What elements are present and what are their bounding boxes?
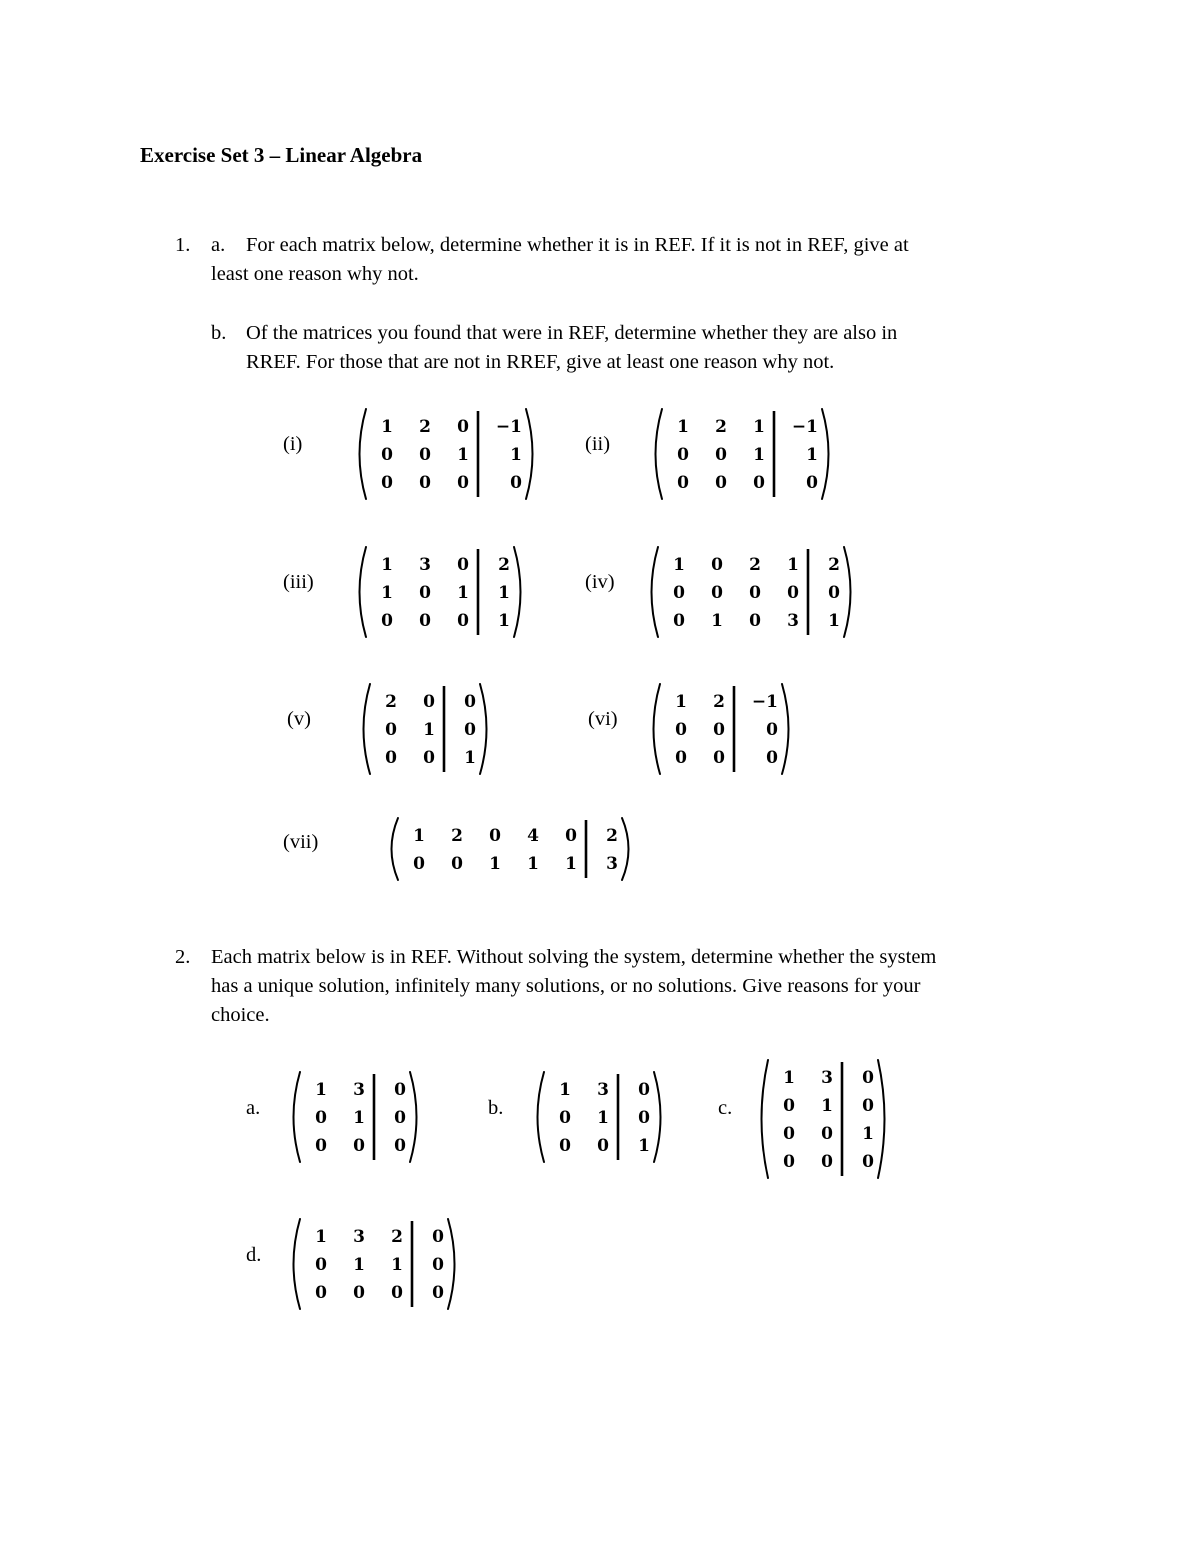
q1a-text-line-1: For each matrix below, determine whether it is in REF. If it is not in REF, give at (246, 234, 909, 256)
q1a-marker: a. (211, 234, 226, 256)
matrix-label-i: (i) (283, 433, 303, 455)
q1b-marker: b. (211, 322, 227, 344)
matrix-entry: 1 (457, 445, 469, 465)
q2-text-line-2: has a unique solution, infinitely many solutions, or no solutions. Give reasons for your (211, 975, 921, 997)
matrix-entry: 0 (677, 473, 689, 493)
matrix-entry: 1 (597, 1108, 609, 1128)
matrix-svg (754, 1058, 892, 1180)
matrix-entry: 0 (391, 1283, 403, 1303)
matrix-entry: 0 (673, 583, 685, 603)
matrix-entry: 4 (527, 826, 539, 846)
q1b-text-line-1: Of the matrices you found that were in REF, determine whether they are also in (246, 322, 898, 344)
matrix-entry: 0 (749, 611, 761, 631)
q2-matrix-label-b: b. (488, 1097, 504, 1119)
matrix-augmented-entry: 0 (464, 720, 476, 740)
right-parenthesis (480, 684, 487, 774)
matrix-label-iv: (iv) (585, 571, 615, 593)
matrix-svg (356, 682, 494, 776)
left-parenthesis (294, 1219, 301, 1309)
matrix-augmented-entry: −1 (791, 417, 818, 437)
matrix-entry: 0 (353, 1136, 365, 1156)
matrix-entry: 0 (315, 1283, 327, 1303)
left-parenthesis (652, 547, 659, 637)
matrix-entry: 3 (353, 1080, 365, 1100)
matrix-svg (648, 407, 836, 501)
matrix-augmented-entry: 0 (862, 1152, 874, 1172)
matrix-entry: 1 (353, 1255, 365, 1275)
matrix-label-vii: (vii) (283, 831, 319, 853)
matrix-augmented-entry: 0 (394, 1108, 406, 1128)
left-parenthesis (392, 818, 399, 880)
page-title: Exercise Set 3 – Linear Algebra (140, 143, 423, 167)
matrix-entry: 0 (457, 417, 469, 437)
matrix-svg (530, 1070, 668, 1164)
matrix-svg (644, 545, 858, 639)
matrix-entry: 3 (419, 555, 431, 575)
matrix-entry: 0 (315, 1108, 327, 1128)
matrix-entry: 0 (753, 473, 765, 493)
q2-matrix-d (286, 1217, 462, 1311)
matrix-entry: 3 (353, 1227, 365, 1247)
matrix-entry: 0 (315, 1136, 327, 1156)
matrix-augmented-entry: 1 (828, 611, 840, 631)
matrix-augmented-entry: 0 (862, 1096, 874, 1116)
matrix-augmented-entry: 0 (766, 720, 778, 740)
matrix-entry: 0 (711, 555, 723, 575)
matrix-entry: 1 (381, 583, 393, 603)
matrix-entry: 0 (385, 748, 397, 768)
matrix-entry: 1 (381, 417, 393, 437)
matrix-augmented-entry: 0 (766, 748, 778, 768)
left-parenthesis (364, 684, 371, 774)
q1-number: 1. (175, 234, 191, 256)
matrix-augmented-entry: 1 (498, 583, 510, 603)
q2-text-line-3: choice. (211, 1004, 270, 1026)
matrix-augmented-entry: 2 (828, 555, 840, 575)
right-parenthesis (782, 684, 789, 774)
left-parenthesis (654, 684, 661, 774)
matrix-entry: 0 (315, 1255, 327, 1275)
matrix-augmented-entry: 1 (638, 1136, 650, 1156)
matrix-entry: 0 (457, 611, 469, 631)
q2-number: 2. (175, 946, 191, 968)
matrix-entry: 0 (559, 1108, 571, 1128)
matrix-entry: 1 (423, 720, 435, 740)
matrix-svg (286, 1217, 462, 1311)
matrix-entry: 1 (353, 1108, 365, 1128)
matrix-augmented-entry: 2 (606, 826, 618, 846)
matrix-entry: 2 (451, 826, 463, 846)
matrix-entry: 0 (677, 445, 689, 465)
matrix-augmented-entry: 2 (498, 555, 510, 575)
matrix-label-v: (v) (287, 708, 311, 730)
q2-matrix-label-a: a. (246, 1097, 261, 1119)
matrix-entry: 0 (597, 1136, 609, 1156)
matrix-entry: 1 (489, 854, 501, 874)
matrix-entry: 1 (457, 583, 469, 603)
matrix-augmented-entry: 0 (638, 1080, 650, 1100)
matrix-entry: 0 (711, 583, 723, 603)
matrix-entry: 0 (419, 445, 431, 465)
matrix-svg (352, 407, 540, 501)
matrix-svg (384, 816, 636, 882)
matrix-v (356, 682, 494, 776)
matrix-svg (286, 1070, 424, 1164)
left-parenthesis (360, 547, 367, 637)
matrix-label-iii: (iii) (283, 571, 314, 593)
matrix-label-ii: (ii) (585, 433, 611, 455)
matrix-entry: 0 (749, 583, 761, 603)
matrix-entry: 0 (783, 1096, 795, 1116)
matrix-svg (352, 545, 528, 639)
matrix-augmented-entry: 1 (510, 445, 522, 465)
q2-text-line-1: Each matrix below is in REF. Without solving the system, determine whether the system (211, 946, 937, 968)
matrix-entry: 0 (419, 583, 431, 603)
q1a-text-line-2: least one reason why not. (211, 263, 419, 285)
matrix-entry: 0 (381, 611, 393, 631)
q2-matrix-label-d: d. (246, 1244, 262, 1266)
matrix-entry: 1 (753, 417, 765, 437)
matrix-entry: 1 (315, 1080, 327, 1100)
matrix-augmented-entry: 0 (394, 1136, 406, 1156)
matrix-entry: 0 (715, 445, 727, 465)
right-parenthesis (844, 547, 851, 637)
right-parenthesis (526, 409, 533, 499)
matrix-augmented-entry: 1 (498, 611, 510, 631)
matrix-entry: 0 (675, 748, 687, 768)
matrix-augmented-entry: 0 (432, 1255, 444, 1275)
matrix-svg (646, 682, 796, 776)
matrix-entry: 0 (673, 611, 685, 631)
matrix-entry: 1 (559, 1080, 571, 1100)
left-parenthesis (656, 409, 663, 499)
left-parenthesis (294, 1072, 301, 1162)
matrix-entry: 0 (713, 720, 725, 740)
matrix-entry: 1 (821, 1096, 833, 1116)
right-parenthesis (878, 1060, 885, 1178)
left-parenthesis (538, 1072, 545, 1162)
matrix-entry: 1 (787, 555, 799, 575)
matrix-entry: 1 (673, 555, 685, 575)
matrix-entry: 0 (385, 720, 397, 740)
matrix-augmented-entry: 1 (464, 748, 476, 768)
matrix-entry: 0 (783, 1124, 795, 1144)
matrix-augmented-entry: −1 (495, 417, 522, 437)
matrix-augmented-entry: 0 (464, 692, 476, 712)
q2-matrix-b (530, 1070, 668, 1164)
matrix-entry: 2 (391, 1227, 403, 1247)
matrix-entry: 0 (715, 473, 727, 493)
q2-matrix-a (286, 1070, 424, 1164)
matrix-augmented-entry: 0 (432, 1283, 444, 1303)
matrix-entry: 0 (821, 1124, 833, 1144)
q1b-text-line-2: RREF. For those that are not in RREF, give at least one reason why not. (246, 351, 835, 373)
matrix-entry: 0 (381, 445, 393, 465)
matrix-entry: 2 (385, 692, 397, 712)
matrix-entry: 0 (787, 583, 799, 603)
q2-matrix-c (754, 1058, 892, 1180)
matrix-entry: 1 (783, 1068, 795, 1088)
matrix-entry: 0 (559, 1136, 571, 1156)
matrix-entry: 0 (419, 473, 431, 493)
matrix-entry: 2 (749, 555, 761, 575)
matrix-augmented-entry: 1 (862, 1124, 874, 1144)
matrix-entry: 3 (597, 1080, 609, 1100)
matrix-augmented-entry: 0 (638, 1108, 650, 1128)
right-parenthesis (448, 1219, 455, 1309)
matrix-entry: 0 (713, 748, 725, 768)
matrix-entry: 0 (451, 854, 463, 874)
matrix-entry: 1 (753, 445, 765, 465)
matrix-augmented-entry: 0 (862, 1068, 874, 1088)
right-parenthesis (622, 818, 629, 880)
matrix-label-vi: (vi) (588, 708, 618, 730)
matrix-augmented-entry: 3 (606, 854, 618, 874)
left-parenthesis (762, 1060, 769, 1178)
matrix-i (352, 407, 540, 501)
matrix-vii (384, 816, 636, 882)
matrix-entry: 3 (821, 1068, 833, 1088)
matrix-entry: 1 (677, 417, 689, 437)
matrix-entry: 1 (413, 826, 425, 846)
matrix-entry: 0 (457, 473, 469, 493)
right-parenthesis (654, 1072, 661, 1162)
matrix-augmented-entry: 0 (432, 1227, 444, 1247)
matrix-entry: 1 (565, 854, 577, 874)
matrix-entry: 0 (413, 854, 425, 874)
right-parenthesis (410, 1072, 417, 1162)
matrix-entry: 0 (381, 473, 393, 493)
matrix-entry: 0 (423, 748, 435, 768)
matrix-entry: 0 (821, 1152, 833, 1172)
matrix-vi (646, 682, 796, 776)
matrix-iii (352, 545, 528, 639)
matrix-entry: 1 (391, 1255, 403, 1275)
matrix-entry: 0 (783, 1152, 795, 1172)
matrix-entry: 1 (527, 854, 539, 874)
matrix-entry: 2 (713, 692, 725, 712)
matrix-entry: 1 (381, 555, 393, 575)
right-parenthesis (822, 409, 829, 499)
matrix-augmented-entry: 0 (510, 473, 522, 493)
matrix-entry: 0 (353, 1283, 365, 1303)
q2-matrix-label-c: c. (718, 1097, 733, 1119)
matrix-entry: 3 (787, 611, 799, 631)
matrix-augmented-entry: 1 (806, 445, 818, 465)
matrix-entry: 2 (419, 417, 431, 437)
matrix-augmented-entry: −1 (751, 692, 778, 712)
left-parenthesis (360, 409, 367, 499)
matrix-entry: 0 (489, 826, 501, 846)
matrix-entry: 0 (565, 826, 577, 846)
matrix-entry: 1 (711, 611, 723, 631)
matrix-augmented-entry: 0 (828, 583, 840, 603)
matrix-entry: 0 (457, 555, 469, 575)
matrix-iv (644, 545, 858, 639)
matrix-entry: 1 (315, 1227, 327, 1247)
matrix-entry: 1 (675, 692, 687, 712)
matrix-augmented-entry: 0 (394, 1080, 406, 1100)
right-parenthesis (514, 547, 521, 637)
matrix-augmented-entry: 0 (806, 473, 818, 493)
matrix-ii (648, 407, 836, 501)
matrix-entry: 0 (419, 611, 431, 631)
matrix-entry: 2 (715, 417, 727, 437)
matrix-entry: 0 (423, 692, 435, 712)
matrix-entry: 0 (675, 720, 687, 740)
